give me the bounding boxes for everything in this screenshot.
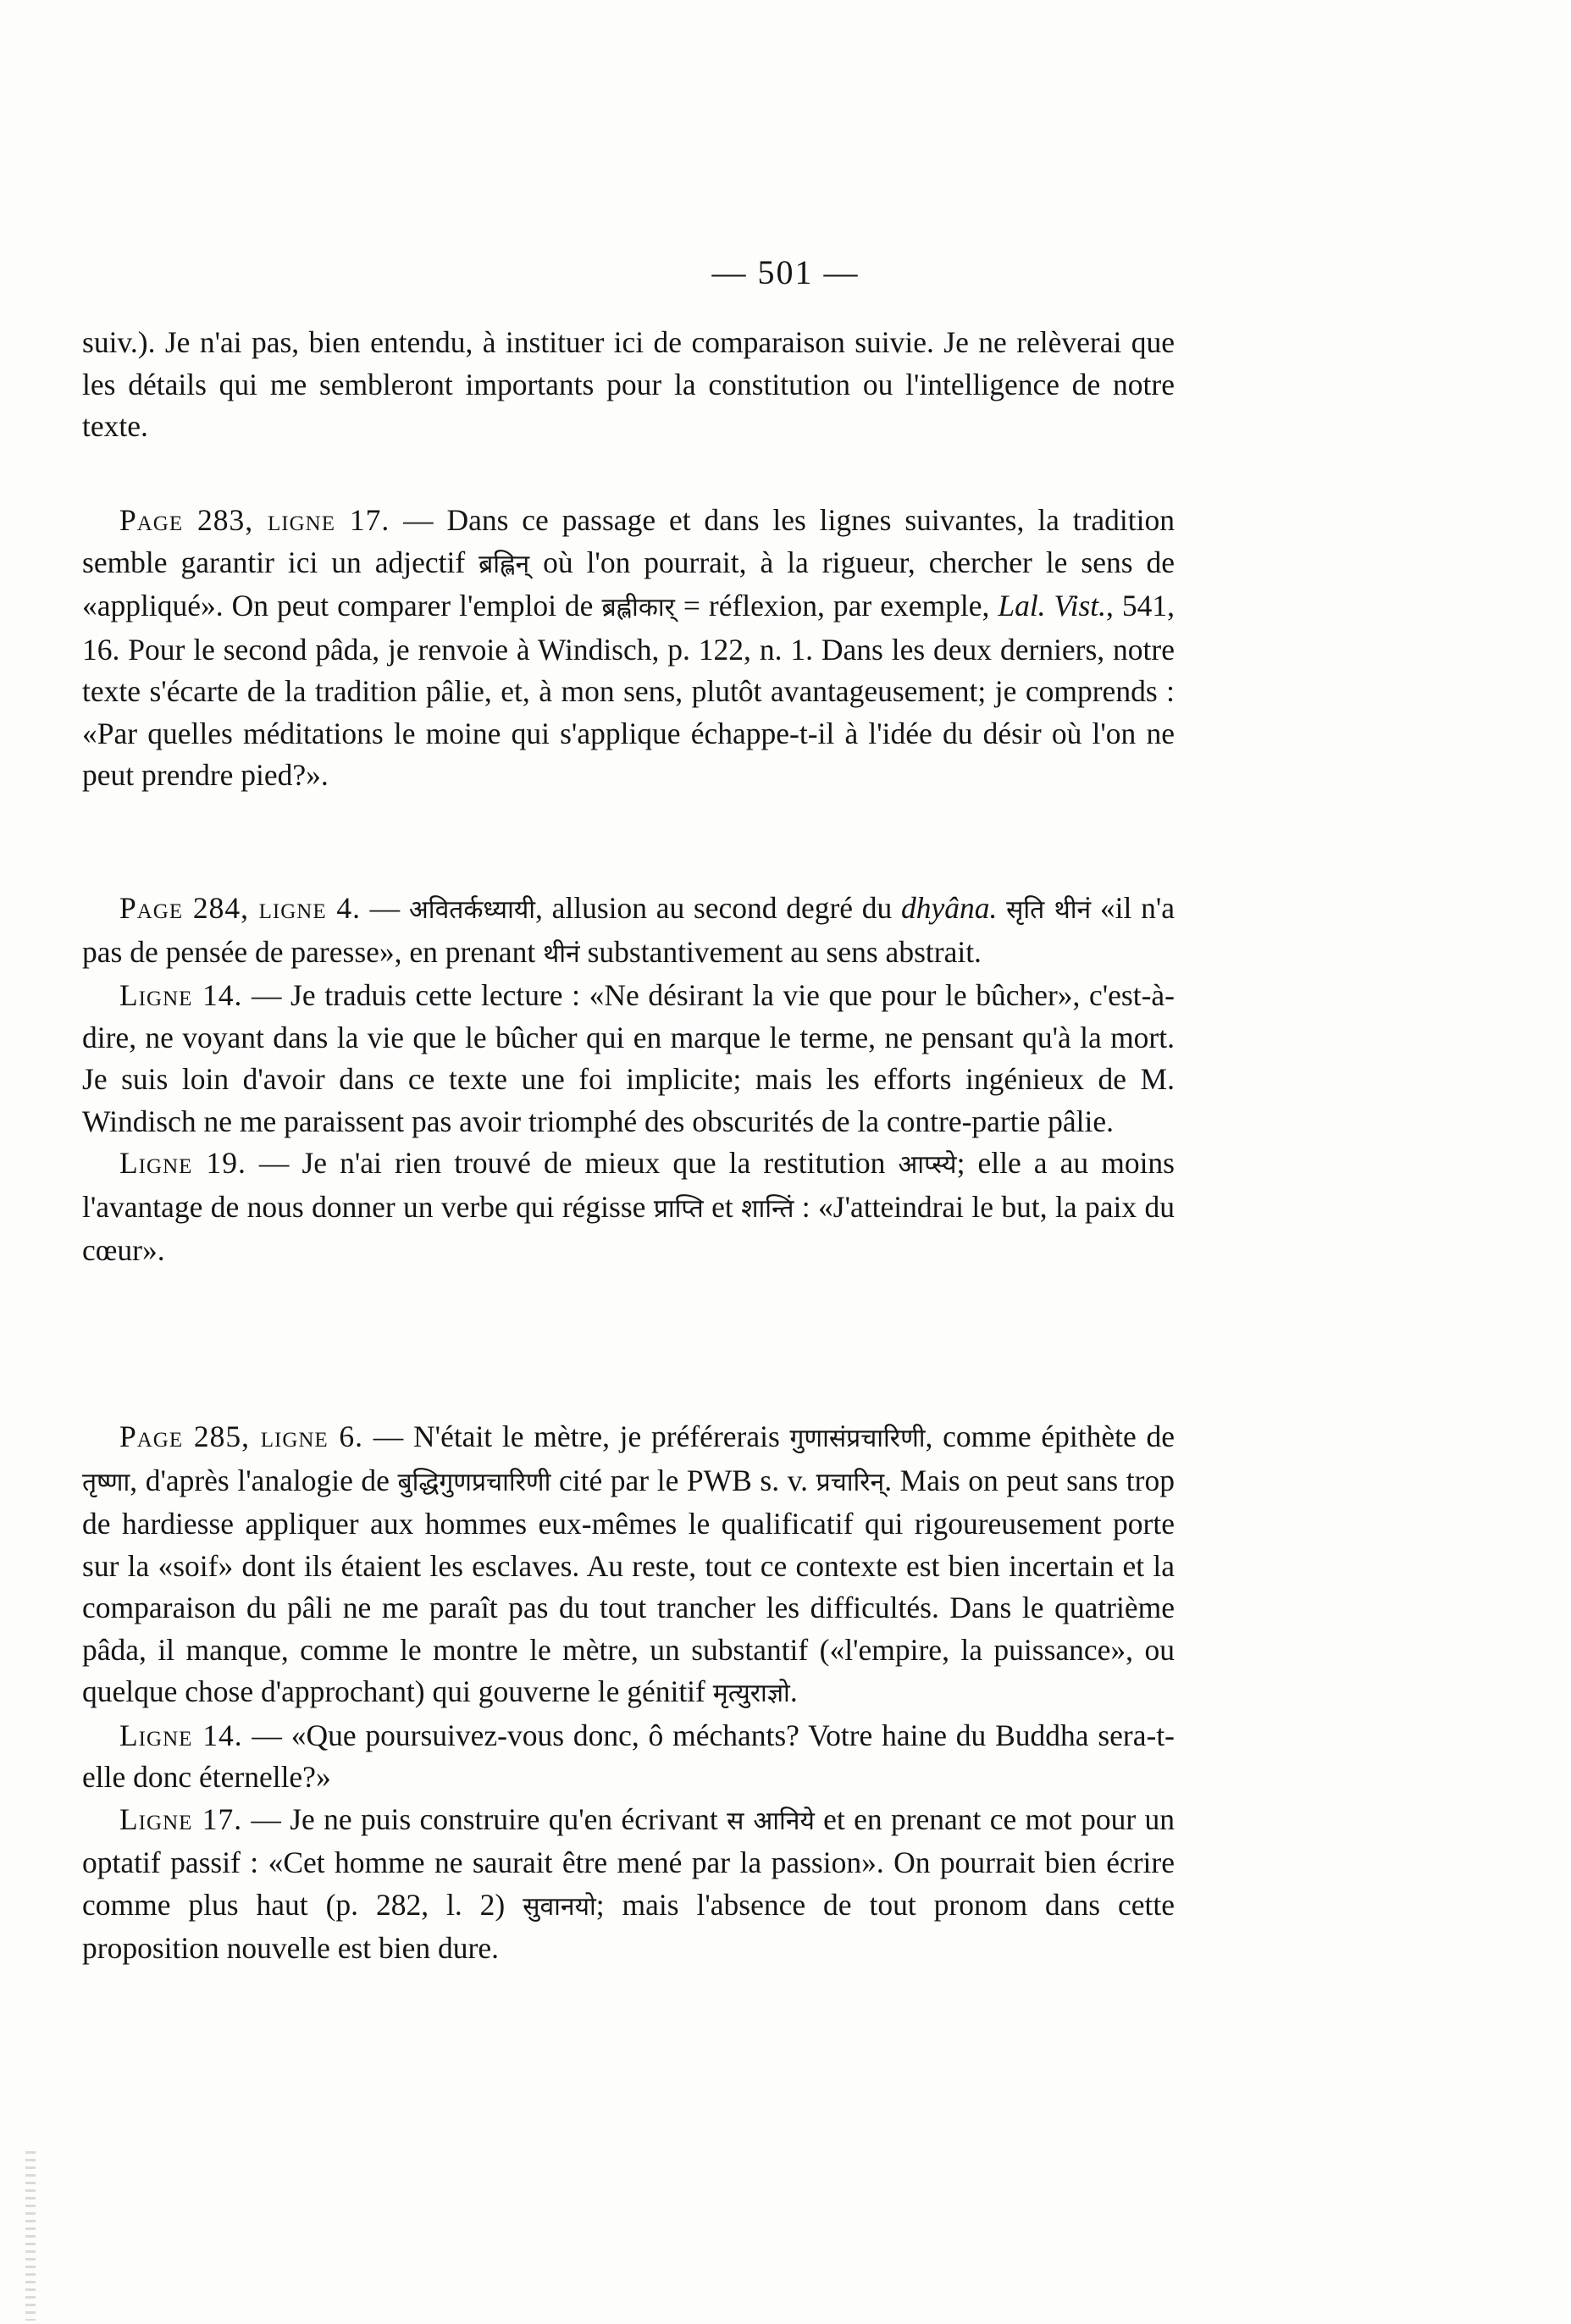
note-285-line-17-devanagari-1: स आनिये: [727, 1806, 815, 1836]
page-number: — 501 —: [711, 253, 860, 291]
note-285-line-14: [82, 1715, 1175, 1799]
note-285-devanagari-4: प्रचारिन्: [816, 1467, 885, 1497]
note-285-devanagari-5: मृत्युराज्ञो: [712, 1679, 790, 1708]
note-284-line-19-ref: Ligne 19.: [119, 1146, 246, 1180]
note-283-ref: Page 283, ligne 17.: [119, 503, 390, 537]
note-285-text-5: . Mais on peut sans trop de hardiesse appliquer aux hommes eux-mêmes le qualificatif qui rigoureusement porte sur la «soif» dont ils étaient les esclaves. Au reste, tout ce contexte est bien incertain et la comparaison du pâli ne me paraît pas du tout trancher les difficultés. Dans le quatrième pâda, il manque, comme le montre le mètre, un substantif («l'empire, la puissance», ou quelque chose d'approchant) qui gouverne le génitif: [82, 1463, 1175, 1708]
note-284-term: dhyâna.: [900, 891, 998, 925]
note-285-text-4: cité par le PWB s. v.: [550, 1463, 816, 1497]
note-284-line-19-text-1: — Je n'ai rien trouvé de mieux que la restitution: [246, 1146, 899, 1180]
note-283-text-1: — Dans ce passage et dans les lignes suivantes, la tradition semble garantir ici un adjectif: [82, 503, 1175, 579]
note-285-line-17-text-3: ; mais l'absence de tout pronom dans cette proposition nouvelle est bien dure.: [82, 1887, 1175, 1965]
note-283-text-2: où l'on pourrait, à la rigueur, chercher le sens de «appliqué». On peut comparer l'emploi de: [82, 545, 1175, 622]
note-285-paragraph: [82, 1416, 1175, 1715]
note-285-devanagari-3: बुद्धिगुणप्रचारिणी: [397, 1467, 551, 1497]
note-284-line-19-text-2: ; elle a au moins l'avantage de nous donner un verbe qui régisse: [82, 1146, 1175, 1224]
note-page-284: [82, 888, 1175, 1272]
note-284-devanagari-1: अवितर्कध्यायी: [408, 895, 536, 925]
note-page-285: [82, 1416, 1175, 1970]
note-285-line-14-text: — «Que poursuivez-vous donc, ô méchants? Votre haine du Buddha sera-t-elle donc éternelle?»: [82, 1718, 1175, 1794]
note-283-devanagari-1: ब्रह्लिन्: [478, 549, 530, 579]
note-283-devanagari-2: ब्रह्लीकार्: [601, 593, 675, 622]
note-284-line-19-devanagari-3: शान्तिं: [741, 1193, 794, 1224]
note-page-283: [82, 500, 1175, 797]
note-283-text-4: , 541, 16. Pour le second pâda, je renvoie à Windisch, p. 122, n. 1. Dans les deux derniers, notre texte s'écarte de la tradition pâlie, et, à mon sens, plutôt avantageusement; je comprends : «Par quelles méditations le moine qui s'applique échappe-t-il à l'idée du désir où l'on ne peut prendre pied?».: [82, 589, 1175, 792]
note-284-line-19-text-3: et: [703, 1189, 742, 1224]
note-284-devanagari-3: थीनं: [543, 938, 580, 969]
note-285-line-14-ref: Ligne 14.: [119, 1718, 243, 1752]
note-285-text-1: — N'était le mètre, je préférerais: [363, 1419, 790, 1453]
note-283-paragraph: [82, 500, 1175, 797]
intro-text: suiv.). Je n'ai pas, bien entendu, à instituer ici de comparaison suivie. Je ne relèverai que les détails qui me sembleront importants pour la constitution ou l'intelligence de notre texte.: [82, 325, 1175, 443]
note-284-line-14: [82, 975, 1175, 1143]
note-285-line-17-text-2: et en prenant ce mot pour un optatif passif : «Cet homme ne saurait être mené par la passion». On pourrait bien écrire comme plus haut (p. 282, l. 2): [82, 1801, 1175, 1922]
note-284-line-19: [82, 1143, 1175, 1272]
note-284-line-19-devanagari-2: प्राप्ति: [653, 1193, 704, 1224]
note-285-line-17-ref: Ligne 17.: [119, 1801, 243, 1836]
note-284-text-4: «il n'a pas de pensée de paresse», en prenant: [82, 891, 1175, 969]
note-285-devanagari-1: गुणासंप्रचारिणी: [789, 1424, 926, 1453]
note-285-line-17-devanagari-2: सुवानयो: [523, 1891, 596, 1922]
note-285-devanagari-2: तृष्णा: [82, 1467, 130, 1497]
note-285-ref: Page 285, ligne 6.: [119, 1419, 364, 1453]
note-284-paragraph: [82, 888, 1175, 975]
note-284-devanagari-2: सृति थीनं: [1006, 895, 1092, 925]
note-284-line-14-text: — Je traduis cette lecture : «Ne désirant la vie que pour le bûcher», c'est-à-dire, ne voyant dans la vie que le bûcher qui en marque le terme, ne pensant qu'à la mort. Je suis loin d'avoir dans ce texte une foi implicite; mais les efforts ingénieux de M. Windisch ne me paraissent pas avoir triomphé des obscurités de la contre-partie pâlie.: [82, 978, 1175, 1138]
note-283-work-title: Lal. Vist.: [998, 589, 1107, 622]
note-285-text-6: .: [789, 1674, 798, 1708]
note-285-line-17-text-1: — Je ne puis construire qu'en écrivant: [242, 1801, 727, 1836]
note-284-text-5: substantivement au sens abstrait.: [579, 934, 982, 969]
note-283-text-3: = réflexion, par exemple,: [674, 589, 998, 622]
note-285-line-17: [82, 1799, 1175, 1970]
note-284-line-14-ref: Ligne 14.: [119, 978, 243, 1012]
note-284-ref: Page 284, ligne 4.: [119, 891, 361, 925]
note-285-text-2: , comme épithète de: [925, 1419, 1175, 1453]
note-284-text-2: , allusion au second degré du: [535, 891, 901, 925]
scan-artifact: [25, 2151, 36, 2321]
intro-paragraph: [82, 322, 1175, 448]
note-284-text-3: [997, 891, 1006, 925]
note-284-line-19-devanagari-1: आप्स्ये: [898, 1150, 957, 1180]
note-284-line-19-text-4: : «J'atteindrai le but, la paix du cœur».: [82, 1189, 1175, 1267]
note-285-text-3: , d'après l'analogie de: [130, 1463, 398, 1497]
note-284-text-1: —: [360, 891, 409, 925]
